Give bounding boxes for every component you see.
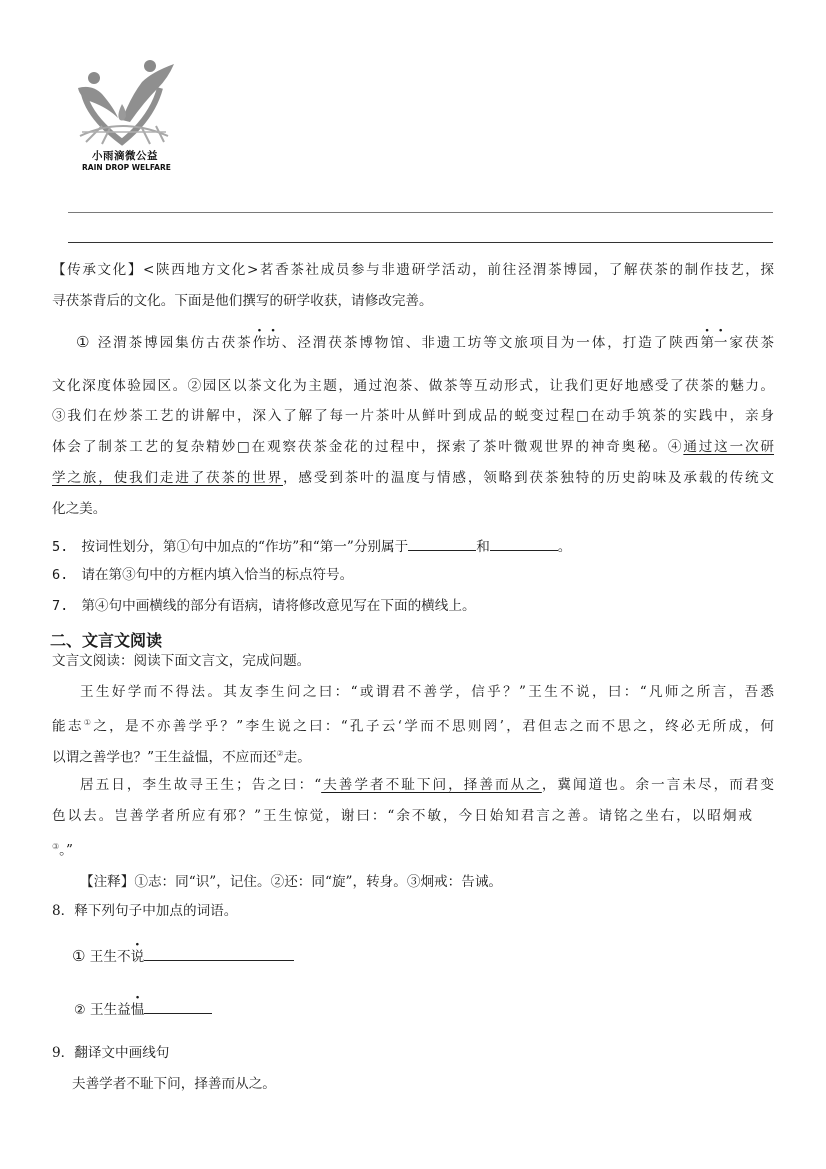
item-marker: ②	[74, 1003, 86, 1018]
text: 和	[476, 539, 490, 555]
rain-drop-welfare-logo	[72, 58, 182, 176]
header-divider-top	[68, 212, 773, 213]
question-number: 6.	[52, 567, 69, 583]
underlined-text: 夫善学者不耻下问，择善而从之	[321, 777, 542, 793]
dotted-char: 愠	[130, 1002, 145, 1018]
passage-line-4	[52, 438, 774, 456]
classical-line-1: 王生好学而不得法。其友李生问之曰：“或谓君不善学，信乎？”王生不说，曰：“凡师之所言，吾悉	[80, 684, 774, 700]
question-7	[52, 597, 476, 615]
answer-blank[interactable]	[144, 999, 212, 1014]
dotted-char: 第	[700, 335, 714, 351]
text: 走。	[283, 749, 311, 766]
classical-line-2	[52, 714, 774, 736]
header-divider-bottom	[68, 242, 773, 243]
underlined-text: 学之旅，使我们走进了茯茶的世界	[52, 470, 284, 486]
classical-line-6	[52, 838, 73, 860]
text: 能志	[52, 718, 84, 735]
question-8-title: 8．释下列句子中加点的词语。	[52, 903, 238, 919]
intro-line-1: 【传承文化】<陕西地方文化>茗香茶社成员参与非遗研学活动，前往泾渭茶博园，了解茯茶的制作技艺，探	[52, 262, 774, 278]
question-text: 按词性划分，第①句中加点的“作坊”和“第一”分别属于	[81, 539, 409, 555]
passage-line-5	[52, 469, 774, 487]
classical-line-5: 色以去。岂善学者所应有邪？”王生惊觉，谢曰：“余不敏，今日始知君言之善。请铭之坐右，以昭炯戒	[52, 808, 752, 824]
passage-line-3: ③我们在炒茶工艺的讲解中，深入了解了每一片茶叶从鲜叶到成品的蜕变过程□在动手筑茶的实践中，亲身	[52, 408, 774, 424]
text: 家茯茶	[727, 335, 775, 351]
classical-line-3	[52, 745, 311, 767]
passage-sentence-1	[76, 333, 774, 352]
answer-blank[interactable]	[490, 536, 558, 551]
text: ，冀闻道也。余一言未尽，而君变	[541, 777, 775, 793]
text: 泾渭茶博园集仿古茯茶	[91, 335, 253, 351]
footnote-ref: ③	[52, 842, 60, 851]
passage-line-6: 化之美。	[52, 501, 107, 517]
annotations: 【注释】①志：同“识”，记住。②还：同“旋”，转身。③炯戒：告诫。	[80, 874, 503, 890]
question-8-item-1	[72, 946, 294, 966]
logo-text-en: RAIN DROP WELFARE	[82, 163, 171, 172]
dotted-char: 坊	[266, 335, 280, 351]
footnote-ref: ②	[276, 749, 284, 758]
underlined-text: 通过这一次研	[683, 439, 775, 455]
question-5	[52, 536, 571, 556]
question-8-item-2	[74, 999, 212, 1020]
question-9-title: 9．翻译文中画线句	[52, 1045, 170, 1061]
dotted-char: 一	[713, 335, 728, 351]
logo-text-cn: 小雨滴微公益	[92, 150, 158, 162]
section-instruction: 文言文阅读：阅读下面文言文，完成问题。	[52, 653, 311, 669]
text: 以谓之善学也？”王生益愠，不应而还	[52, 749, 277, 766]
footnote-ref: ①	[83, 718, 94, 727]
dotted-char: 说	[130, 949, 145, 965]
classical-line-4	[80, 776, 774, 794]
question-6	[52, 566, 353, 584]
text: 体会了制茶工艺的复杂精妙□在观察茯茶金花的过程中，探索了茶叶微观世界的神奇奥秘。④	[52, 439, 684, 455]
question-text: 请在第③句中的方框内填入恰当的标点符号。	[81, 567, 354, 583]
question-number: 7.	[52, 598, 69, 614]
text: 王生益	[89, 1002, 131, 1018]
text: 王生不	[89, 949, 131, 965]
passage-line-2: 文化深度体验园区。②园区以茶文化为主题，通过泡茶、做茶等互动形式，让我们更好地感受了茯茶的魅力。	[52, 378, 774, 394]
text: 。”	[59, 842, 73, 859]
sentence-marker: ①	[76, 333, 92, 351]
question-9-sentence: 夫善学者不耻下问，择善而从之。	[72, 1076, 276, 1092]
question-text: 第④句中画横线的部分有语病，请将修改意见写在下面的横线上。	[81, 598, 476, 614]
answer-blank[interactable]	[408, 536, 476, 551]
text: 。	[557, 539, 572, 555]
text: ，感受到茶叶的温度与情感，领略到茯茶独特的历史韵味及承载的传统文	[283, 470, 775, 486]
text: 之，是不亦善学乎？”李生说之曰：“孔子云‘学而不思则罔’，君但志之而不思之，终必无所成，何	[93, 718, 775, 735]
section-heading: 二、文言文阅读	[50, 631, 163, 650]
dotted-char: 作	[252, 335, 267, 351]
heart-figures-icon	[72, 58, 182, 148]
answer-blank[interactable]	[144, 946, 294, 961]
text: 居五日，李生故寻王生；告之曰：“	[80, 777, 322, 793]
intro-line-2: 寻茯茶背后的文化。下面是他们撰写的研学收获，请修改完善。	[52, 293, 433, 309]
text: 、泾渭茯茶博物馆、非遗工坊等文旅项目为一体，打造了陕西	[279, 335, 701, 351]
item-marker: ①	[72, 947, 86, 965]
question-number: 5.	[52, 539, 69, 555]
